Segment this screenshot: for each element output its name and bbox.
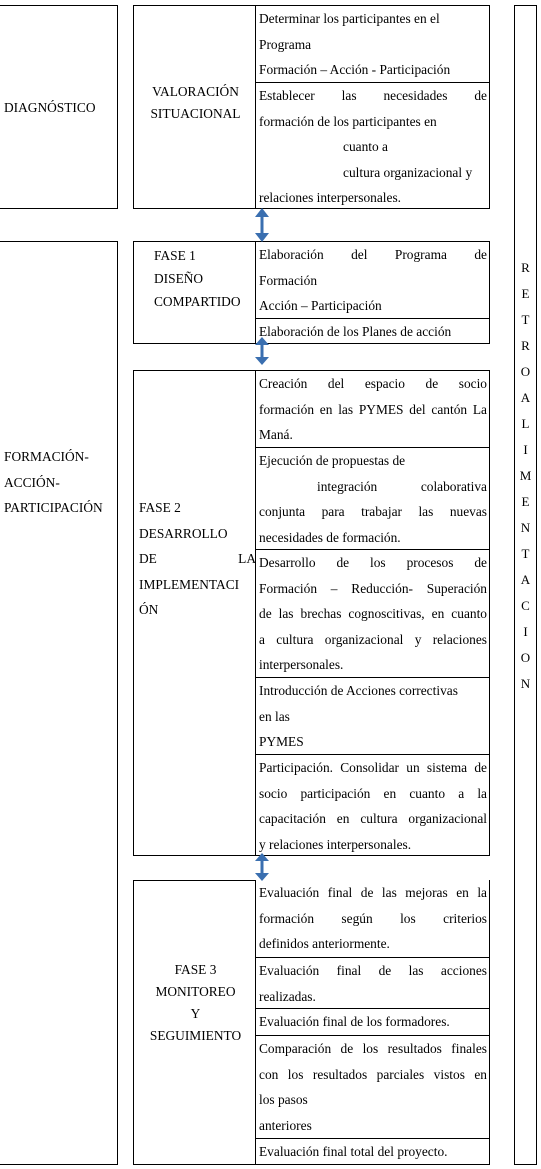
activity-line: Desarrollo de los procesos de	[259, 555, 487, 570]
activity-cell	[256, 241, 490, 318]
activity-line: Evaluación final de los formadores.	[259, 1014, 450, 1029]
stage-formacion-box	[0, 241, 118, 1165]
activities-fase-1	[255, 241, 490, 344]
phase-label-line: COMPARTIDO	[154, 294, 241, 309]
retroalimentacion-column	[514, 5, 537, 1165]
stage-formacion-label-line: FORMACIÓN-	[4, 449, 89, 464]
activity-line: y relaciones interpersonales.	[259, 836, 412, 852]
activity-cell	[256, 1008, 490, 1035]
activity-cell	[256, 957, 490, 1008]
activity-line: Maná.	[259, 427, 293, 443]
activity-cell	[256, 82, 490, 209]
activity-cell	[256, 370, 490, 447]
phase-label-line: DE LA	[139, 551, 256, 567]
activity-line: Establecer las necesidades de	[259, 88, 487, 103]
retroalimentacion-letter: I	[523, 624, 528, 639]
phase-3-box	[133, 880, 256, 1165]
retroalimentacion-letter: L	[521, 416, 530, 431]
activity-line: Programa	[259, 36, 312, 52]
activity-line: los pasos	[259, 1092, 308, 1108]
phase-label-line: VALORACIÓN	[152, 84, 239, 99]
stage-formacion-label	[4, 444, 103, 521]
activity-cell	[256, 677, 490, 754]
retroalimentacion-letter: N	[520, 520, 531, 535]
double-arrow-icon	[254, 336, 270, 366]
activity-line: socio participación en cuanto a la	[259, 785, 487, 801]
phase-label-line: FASE 2	[139, 500, 181, 515]
activity-cell	[256, 5, 490, 82]
phase-3-label	[134, 959, 257, 1047]
activity-line: Comparación de los resultados finales	[259, 1041, 487, 1056]
activity-line: Participación. Consolidar un sistema de	[259, 760, 487, 775]
activity-line: anteriores	[259, 1117, 312, 1133]
activity-line: cuanto a	[343, 139, 388, 155]
phase-1-label	[154, 244, 257, 313]
activity-cell	[256, 447, 490, 549]
phase-valoracion-box	[133, 5, 256, 209]
double-arrow-icon	[254, 852, 270, 882]
retroalimentacion-letter: A	[520, 390, 531, 405]
activity-line: conjunta para trabajar las nuevas	[259, 504, 487, 520]
activity-line: Acción – Participación	[259, 298, 382, 314]
phase-1-box	[133, 241, 256, 344]
phase-label-line: SITUACIONAL	[150, 106, 241, 121]
activity-line: a cultura organizacional y relaciones	[259, 631, 487, 647]
retroalimentacion-letter: O	[520, 364, 531, 379]
retroalimentacion-letter: R	[521, 260, 530, 275]
phase-label-line: Y	[190, 1006, 201, 1021]
activity-line: Evaluación final de las acciones	[259, 963, 487, 978]
activity-line: Formación – Reducción- Superación	[259, 580, 487, 596]
activity-line: con los resultados parciales vistos en	[259, 1066, 487, 1082]
phase-label-line: DESARROLLO	[139, 525, 228, 541]
activity-line: Elaboración de los Planes de acción	[259, 324, 452, 339]
stage-formacion-label-line: ACCIÓN-	[4, 474, 60, 490]
activity-line: Introducción de Acciones correctivas	[259, 683, 458, 698]
activity-line: necesidades de formación.	[259, 529, 401, 545]
activity-line: Ejecución de propuestas de	[259, 453, 406, 468]
activity-line: capacitación en cultura organizacional	[259, 811, 487, 827]
activity-line: Determinar los participantes en el	[259, 11, 440, 26]
phase-label-line: FASE 3	[174, 962, 217, 977]
activity-cell	[256, 1035, 490, 1138]
activity-line: Formación – Acción - Participación	[259, 62, 451, 78]
double-arrow-icon	[254, 207, 270, 243]
activity-line: Elaboración del Programa de	[259, 247, 487, 262]
activity-cell	[256, 318, 490, 344]
stage-diagnostico-box	[0, 5, 118, 209]
phase-label-line: IMPLEMENTACI	[139, 576, 240, 592]
activity-line: relaciones interpersonales.	[259, 190, 402, 206]
activity-cell	[256, 1138, 490, 1165]
activities-fase-3	[255, 880, 490, 1165]
activity-line: Evaluación final total del proyecto.	[259, 1144, 448, 1159]
retroalimentacion-letter: E	[521, 286, 530, 301]
phase-label-line: MONITOREO	[155, 984, 236, 999]
activity-line: de las brechas cognoscitivas, en cuanto	[259, 606, 487, 622]
activity-line: integración colaborativa	[317, 478, 487, 494]
retroalimentacion-letter: N	[520, 676, 531, 691]
activity-line: PYMES	[259, 734, 304, 750]
activities-fase-2	[255, 370, 490, 856]
retroalimentacion-letter: I	[523, 442, 528, 457]
activity-line: cultura organizacional y	[343, 164, 473, 180]
stage-formacion-label-line: PARTICIPACIÓN	[4, 500, 103, 516]
activity-line: en las	[259, 708, 290, 724]
activities-diagnostico	[255, 5, 490, 209]
phase-label-line: SEGUIMIENTO	[149, 1028, 242, 1043]
activity-cell	[256, 754, 490, 856]
retroalimentacion-letters	[515, 260, 536, 691]
activity-line: definidos anteriormente.	[259, 936, 390, 952]
phase-2-label	[139, 495, 256, 623]
activity-line: formación en las PYMES del cantón La	[259, 401, 487, 417]
retroalimentacion-letter: C	[521, 598, 530, 613]
activity-line: realizadas.	[259, 988, 316, 1004]
phase-label-line: DISEÑO	[154, 271, 204, 286]
activity-line: Formación	[259, 272, 318, 288]
retroalimentacion-letter: O	[520, 650, 531, 665]
retroalimentacion-letter: T	[521, 312, 530, 327]
retroalimentacion-letter: R	[521, 338, 530, 353]
phase-label-line: ÓN	[139, 602, 159, 618]
stage-diagnostico-label: DIAGNÓSTICO	[4, 100, 96, 115]
retroalimentacion-letter: A	[520, 572, 531, 587]
phase-valoracion-label	[134, 81, 257, 125]
activity-line: formación de los participantes en	[259, 113, 437, 129]
activity-line: Creación del espacio de socio	[259, 376, 487, 391]
phase-label-line: FASE 1	[154, 248, 196, 263]
activity-cell	[256, 880, 490, 957]
retroalimentacion-letter: E	[521, 494, 530, 509]
activity-line: interpersonales.	[259, 657, 344, 673]
retroalimentacion-letter: T	[521, 546, 530, 561]
phase-2-box	[133, 370, 256, 856]
retroalimentacion-letter: M	[519, 468, 532, 483]
activity-line: formación según los criterios	[259, 910, 487, 926]
activity-line: Evaluación final de las mejoras en la	[259, 885, 487, 900]
activity-cell	[256, 549, 490, 677]
